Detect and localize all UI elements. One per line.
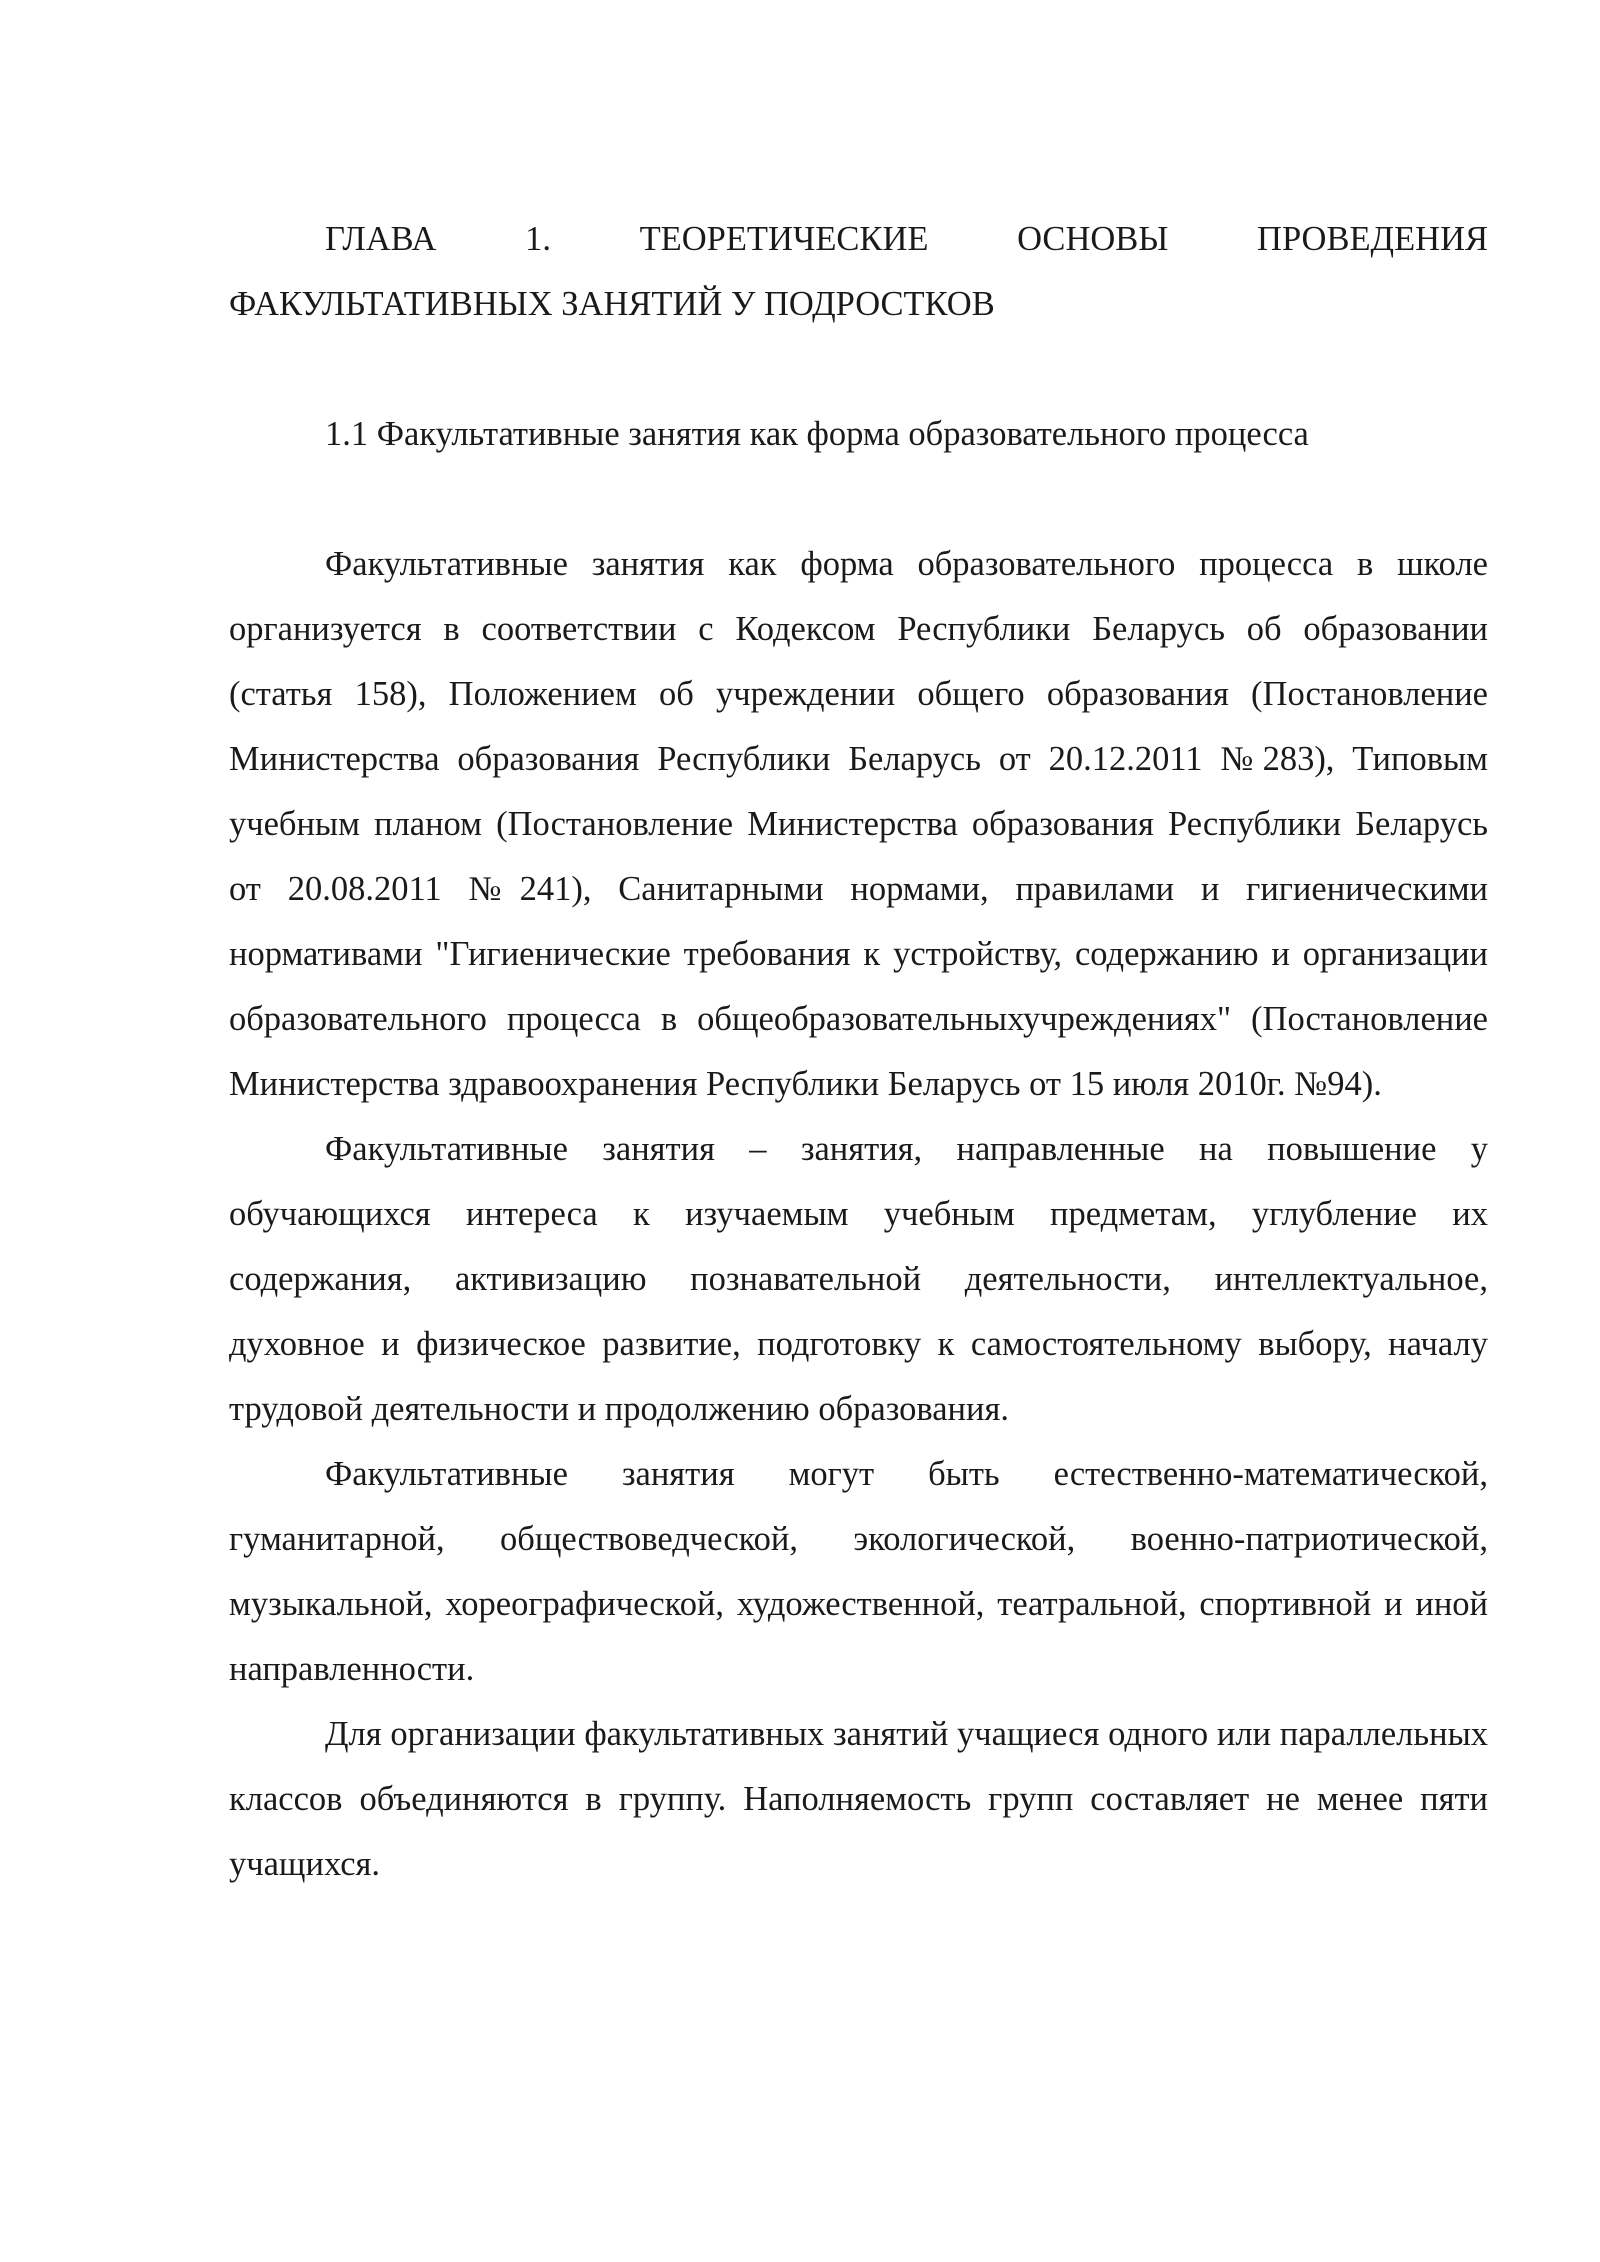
section-title: 1.1 Факультативные занятия как форма образовательного процесса [325,415,1309,453]
paragraph-group-size: Для организации факультативных занятий учащиеся одного или параллельных классов объединяются в группу. Наполняемость групп составляет не менее пяти учащихся. [229,1715,1488,1883]
paragraph-directions: Факультативные занятия могут быть естественно-математической, гуманитарной, обществоведческой, экологической, военно-патриотической, музыкальной, хореографической, художественной, театральной, спортивной и иной направленности. [229,1455,1488,1688]
paragraph-definition: Факультативные занятия – занятия, направленные на повышение у обучающихся интереса к изучаемым учебным предметам, углубление их содержания, активизацию познавательной деятельности, интеллектуальное, духовное и физическое развитие, подготовку к самостоятельному выбору, началу трудовой деятельности и продолжению образования. [229,1130,1488,1428]
chapter-title: ГЛАВА 1. ТЕОРЕТИЧЕСКИЕ ОСНОВЫ ПРОВЕДЕНИЯ ФАКУЛЬТАТИВНЫХ ЗАНЯТИЙ У ПОДРОСТКОВ [229,220,1488,323]
page-content [229,207,1488,1897]
paragraph-legal-basis: Факультативные занятия как форма образовательного процесса в школе организуется в соответствии с Кодексом Республики Беларусь об образовании (статья 158), Положением об учреждении общего образования (Постановление Министерства образования Республики Беларусь от 20.12.2011 №283), Типовым учебным планом (Постановление Министерства образования Республики Беларусь от 20.08.2011 №241), Санитарными нормами, правилами и гигиеническими нормативами "Гигиенические требования к устройству, содержанию и организации образовательного процесса в общеобразовательныхучреждениях" (Постановление Министерства здравоохранения Республики Беларусь от 15 июля 2010г. №94). [229,545,1488,1103]
